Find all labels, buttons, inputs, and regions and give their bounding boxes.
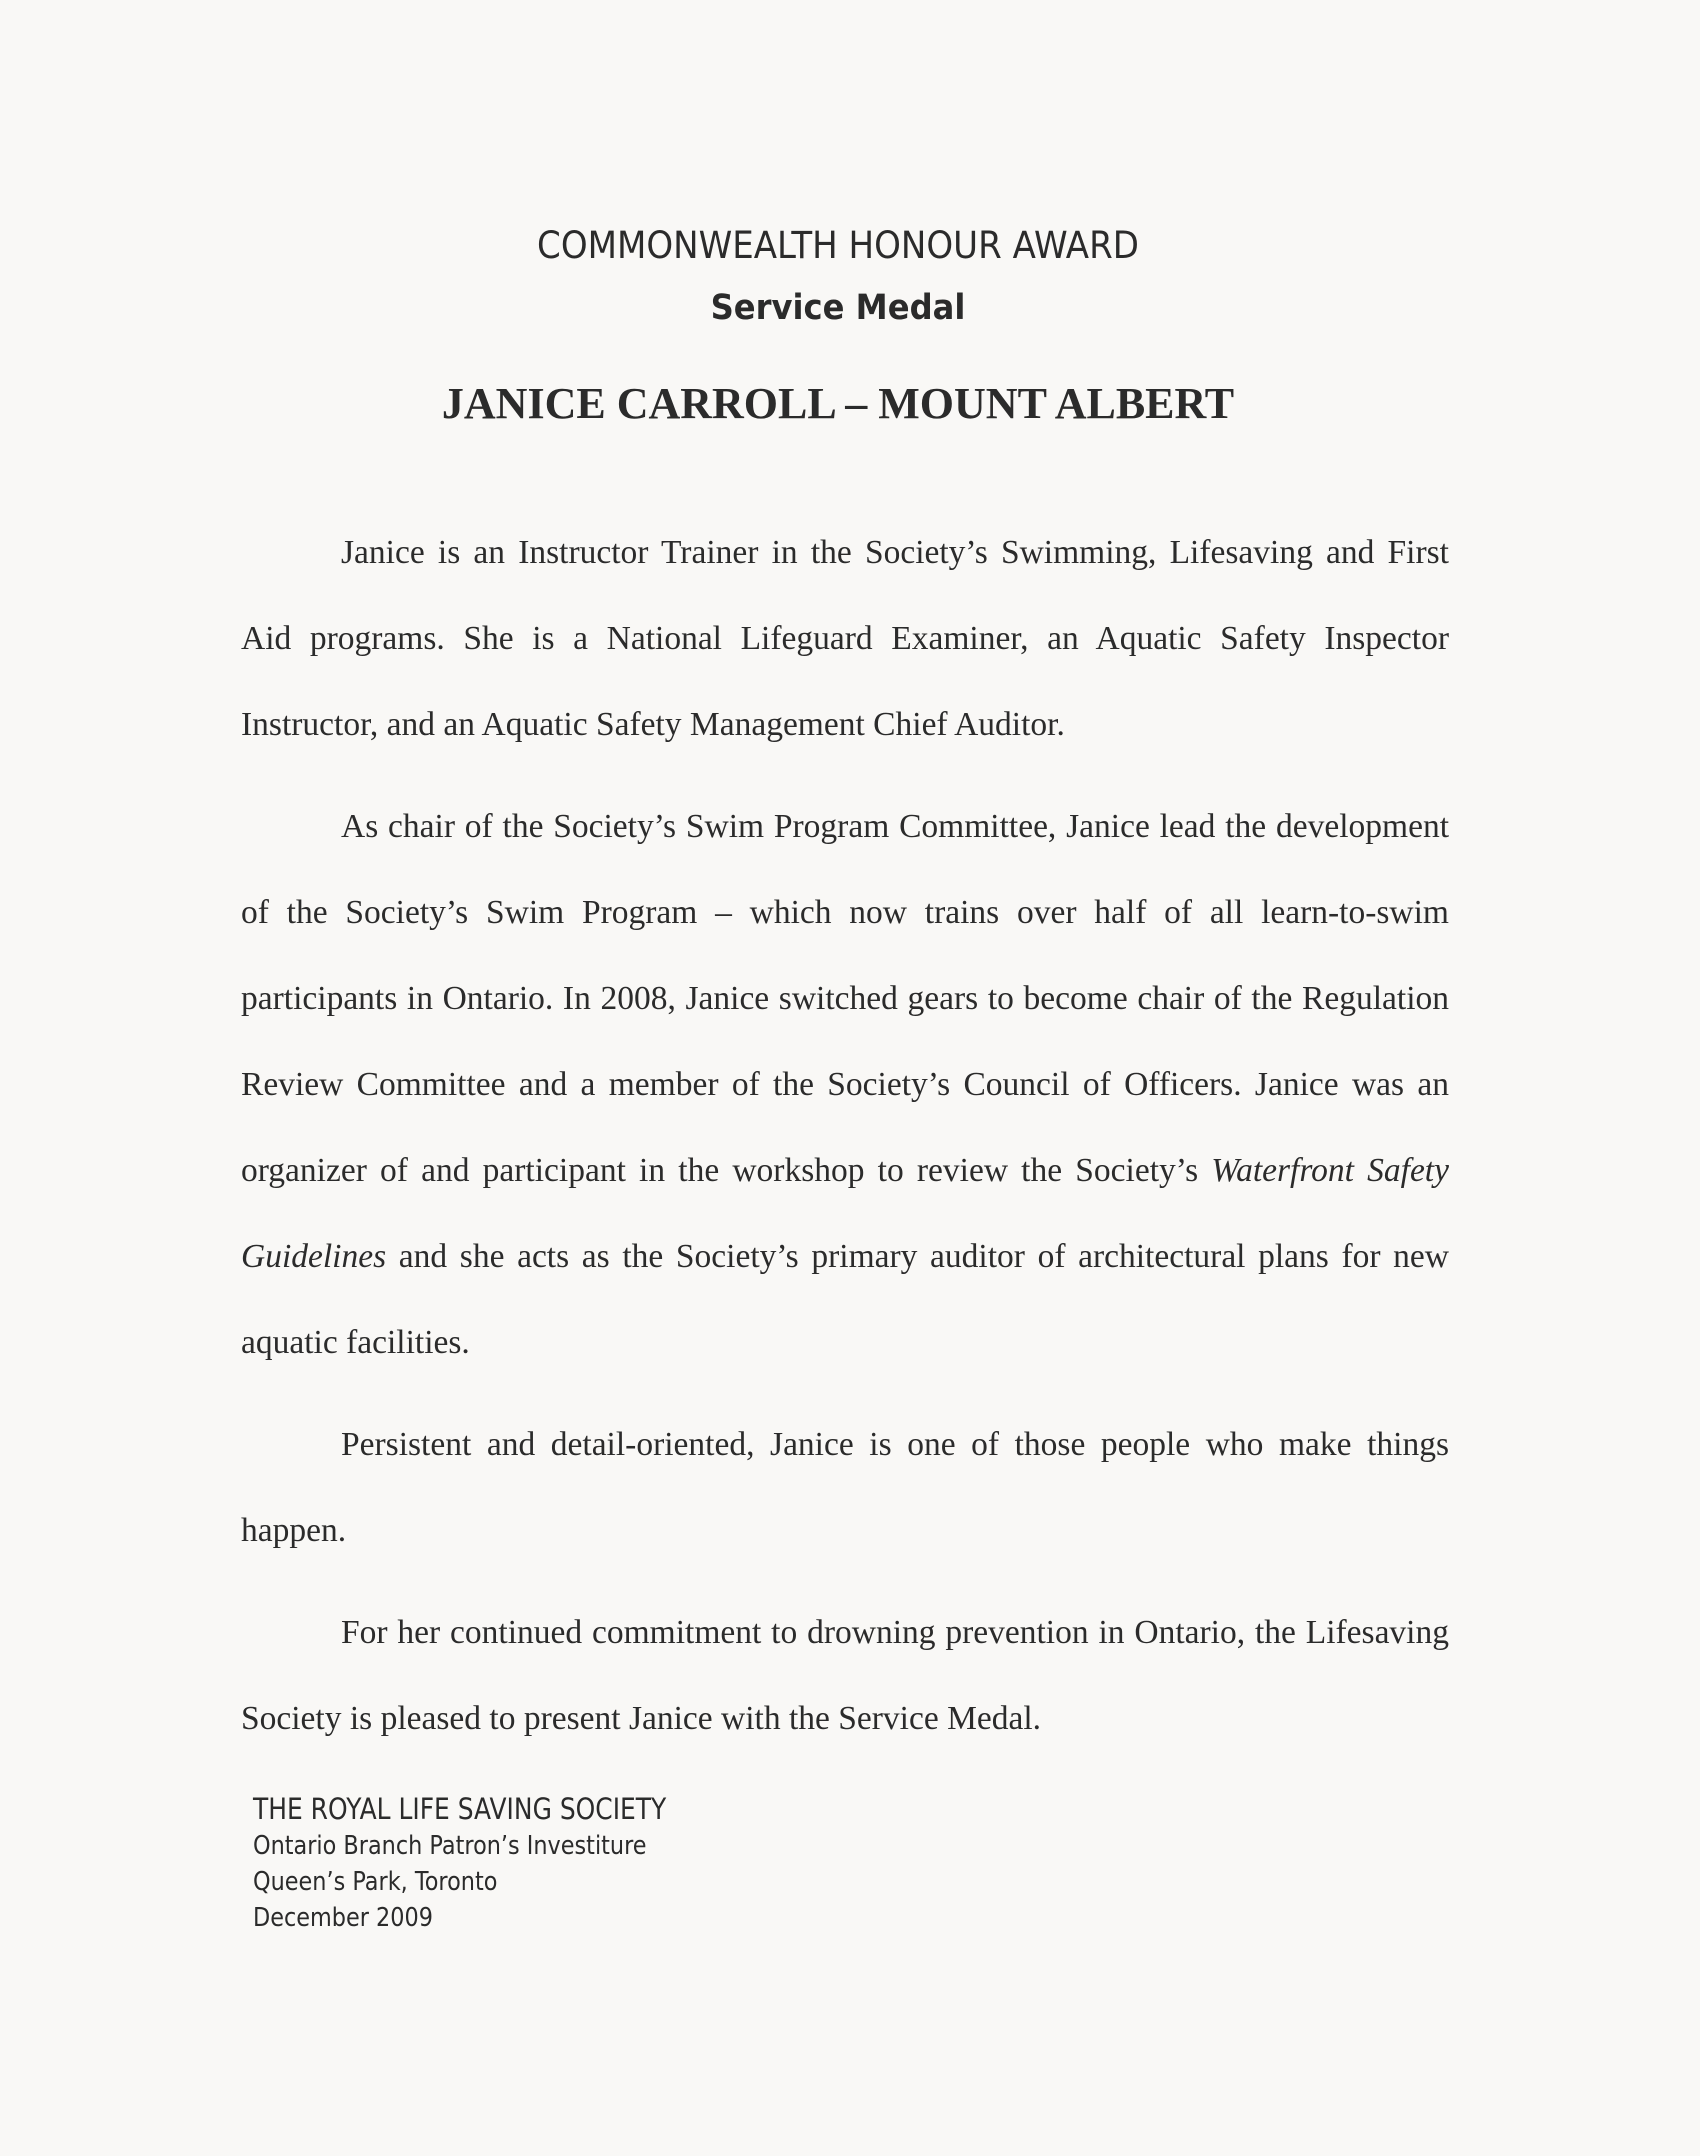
paragraph-1: Janice is an Instructor Trainer in the Society’s Swimming, Lifesaving and First Aid programs. She is a National Lifeguard Examiner, an Aquatic Safety Inspector Instructor, and an Aquatic Safety Management Chief Auditor. [241,534,1449,743]
paragraph-2 [241,784,1449,1386]
guidelines-title: Waterfront Safety Guidelines [241,1152,1449,1275]
footer-block [253,1790,666,1936]
footer-event: Ontario Branch Patron’s Investiture [253,1831,647,1861]
paragraph-2-text-a: As chair of the Society’s Swim Program Committee, Janice lead the development of the Society’s Swim Program – which now trains over half of all learn-to-swim participants in Ontario. In 2008, Janice switched gears to become chair of the Regulation Review Committee and a member of the Society’s Council of Officers. Janice was an organizer of and participant in the workshop to review the Society’s [241,808,1449,1189]
paragraph-2-text-b: and she acts as the Society’s primary auditor of architectural plans for new aquatic facilities. [241,1238,1449,1361]
paragraph-3: Persistent and detail-oriented, Janice is one of those people who make things happen. [241,1426,1449,1549]
award-subtitle: Service Medal [710,288,966,328]
award-title: COMMONWEALTH HONOUR AWARD [537,224,1139,267]
recipient-heading: JANICE CARROLL – MOUNT ALBERT [441,379,1235,428]
footer-date: December 2009 [253,1903,433,1933]
citation-body [241,510,1449,1778]
footer-location: Queen’s Park, Toronto [253,1867,498,1897]
paragraph-4: For her continued commitment to drowning prevention in Ontario, the Lifesaving Society is pleased to present Janice with the Service Medal. [241,1614,1449,1737]
footer-organization: THE ROYAL LIFE SAVING SOCIETY [253,1792,667,1826]
